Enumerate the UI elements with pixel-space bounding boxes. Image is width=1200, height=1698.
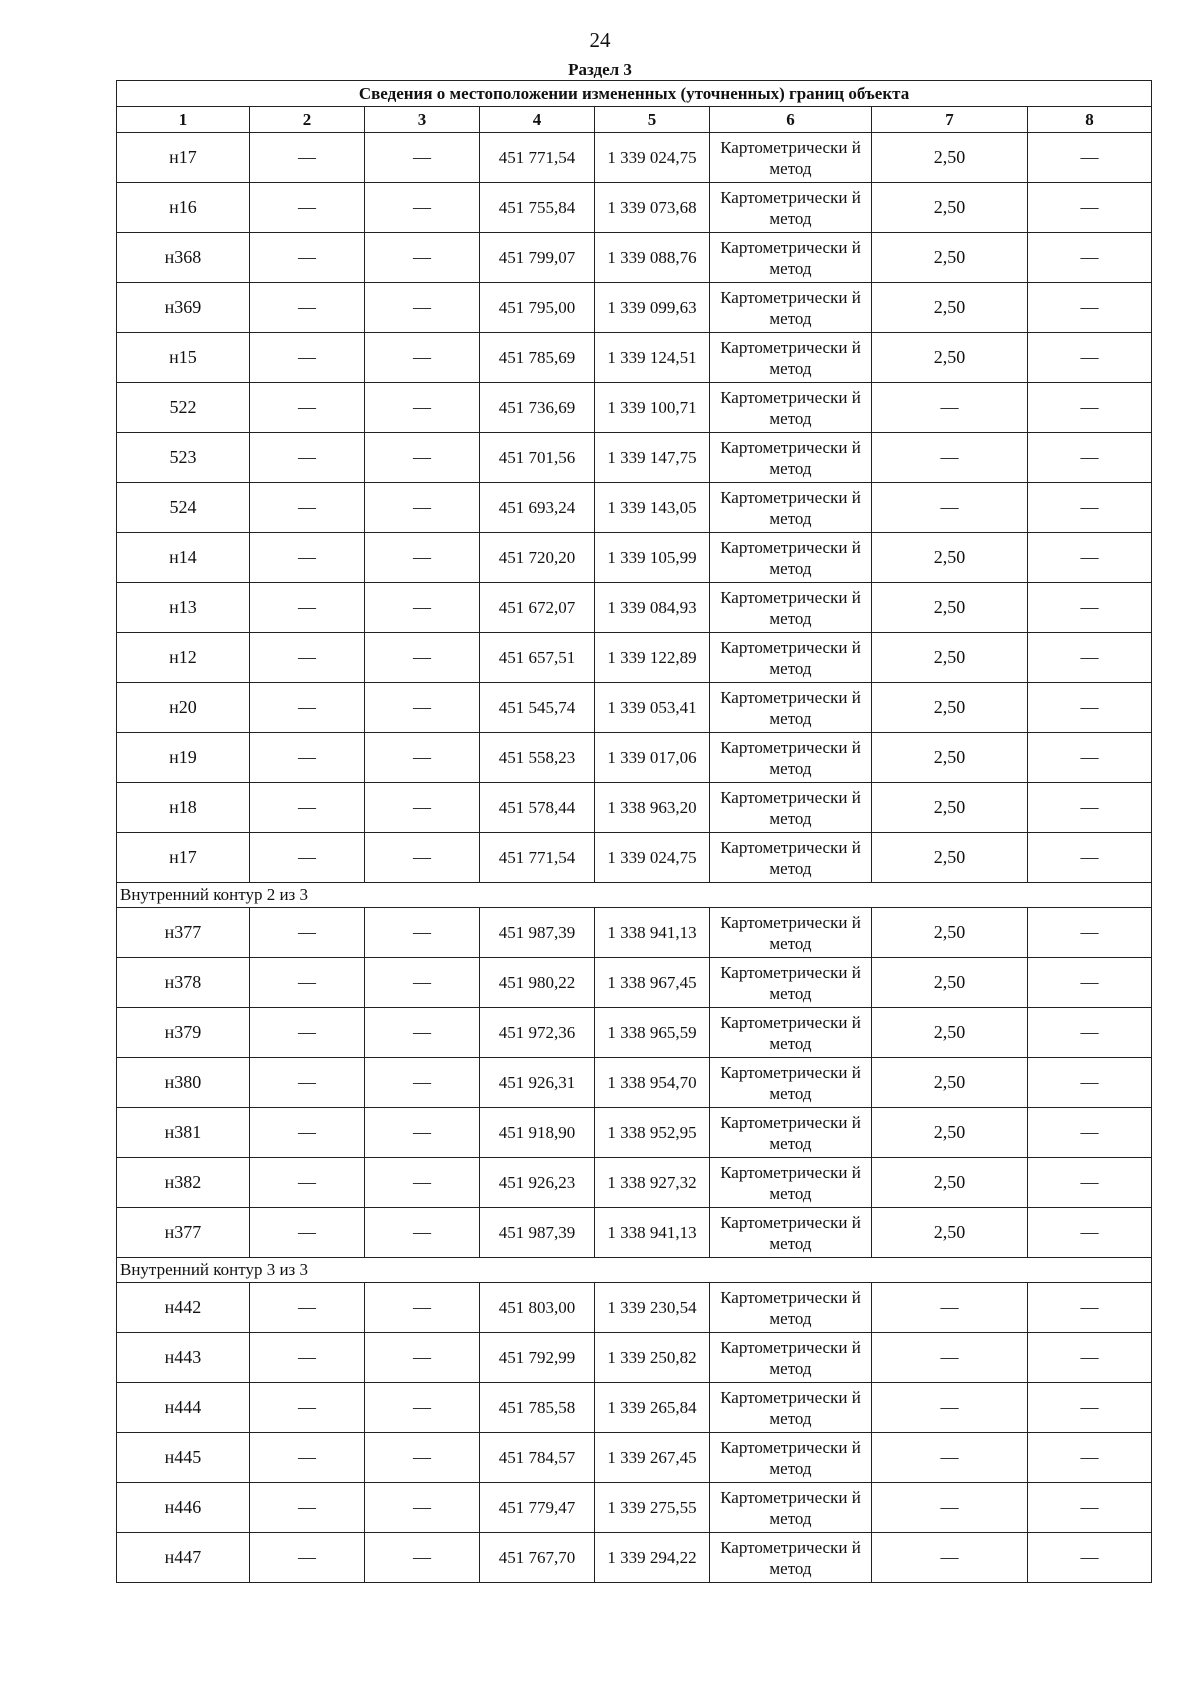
- accuracy-cell: —: [872, 1333, 1028, 1383]
- col3-cell: —: [365, 533, 480, 583]
- col8-cell: —: [1028, 733, 1152, 783]
- point-name-cell: 522: [117, 383, 250, 433]
- accuracy-cell: 2,50: [872, 1008, 1028, 1058]
- y-coordinate-cell: 1 338 941,13: [595, 908, 710, 958]
- point-name-cell: н369: [117, 283, 250, 333]
- accuracy-cell: 2,50: [872, 733, 1028, 783]
- table-row: [117, 1008, 1152, 1058]
- col3-cell: —: [365, 958, 480, 1008]
- method-cell: Картометрически й метод: [710, 833, 872, 883]
- method-cell: Картометрически й метод: [710, 283, 872, 333]
- col2-cell: —: [250, 433, 365, 483]
- col8-cell: —: [1028, 233, 1152, 283]
- table-body: [117, 133, 1152, 1583]
- table-row: [117, 283, 1152, 333]
- accuracy-cell: —: [872, 1433, 1028, 1483]
- col3-cell: —: [365, 1383, 480, 1433]
- table-row: [117, 1483, 1152, 1533]
- method-cell: Картометрически й метод: [710, 733, 872, 783]
- accuracy-cell: 2,50: [872, 583, 1028, 633]
- x-coordinate-cell: 451 918,90: [480, 1108, 595, 1158]
- col8-cell: —: [1028, 383, 1152, 433]
- point-name-cell: н381: [117, 1108, 250, 1158]
- x-coordinate-cell: 451 987,39: [480, 1208, 595, 1258]
- y-coordinate-cell: 1 339 100,71: [595, 383, 710, 433]
- method-cell: Картометрически й метод: [710, 583, 872, 633]
- point-name-cell: 524: [117, 483, 250, 533]
- accuracy-cell: —: [872, 433, 1028, 483]
- method-cell: Картометрически й метод: [710, 483, 872, 533]
- point-name-cell: н377: [117, 1208, 250, 1258]
- x-coordinate-cell: 451 784,57: [480, 1433, 595, 1483]
- x-coordinate-cell: 451 926,31: [480, 1058, 595, 1108]
- col2-cell: —: [250, 1008, 365, 1058]
- x-coordinate-cell: 451 693,24: [480, 483, 595, 533]
- col8-cell: —: [1028, 1008, 1152, 1058]
- column-header: 5: [595, 107, 710, 133]
- accuracy-cell: 2,50: [872, 283, 1028, 333]
- method-cell: Картометрически й метод: [710, 133, 872, 183]
- col2-cell: —: [250, 1058, 365, 1108]
- y-coordinate-cell: 1 339 053,41: [595, 683, 710, 733]
- col3-cell: —: [365, 683, 480, 733]
- table-row: [117, 133, 1152, 183]
- accuracy-cell: 2,50: [872, 683, 1028, 733]
- col8-cell: —: [1028, 683, 1152, 733]
- point-name-cell: н13: [117, 583, 250, 633]
- method-cell: Картометрически й метод: [710, 233, 872, 283]
- y-coordinate-cell: 1 339 124,51: [595, 333, 710, 383]
- col2-cell: —: [250, 733, 365, 783]
- accuracy-cell: 2,50: [872, 633, 1028, 683]
- point-name-cell: н446: [117, 1483, 250, 1533]
- method-cell: Картометрически й метод: [710, 333, 872, 383]
- accuracy-cell: —: [872, 1383, 1028, 1433]
- point-name-cell: н377: [117, 908, 250, 958]
- method-cell: Картометрически й метод: [710, 1108, 872, 1158]
- col8-cell: —: [1028, 1383, 1152, 1433]
- table-row: [117, 383, 1152, 433]
- col2-cell: —: [250, 1283, 365, 1333]
- col3-cell: —: [365, 633, 480, 683]
- col3-cell: —: [365, 283, 480, 333]
- col2-cell: —: [250, 1108, 365, 1158]
- col3-cell: —: [365, 233, 480, 283]
- col2-cell: —: [250, 133, 365, 183]
- method-cell: Картометрически й метод: [710, 1483, 872, 1533]
- page-number: 24: [589, 28, 611, 52]
- col2-cell: —: [250, 633, 365, 683]
- accuracy-cell: 2,50: [872, 1108, 1028, 1158]
- col3-cell: —: [365, 483, 480, 533]
- col3-cell: —: [365, 1158, 480, 1208]
- accuracy-cell: 2,50: [872, 783, 1028, 833]
- accuracy-cell: —: [872, 1283, 1028, 1333]
- col2-cell: —: [250, 333, 365, 383]
- y-coordinate-cell: 1 339 088,76: [595, 233, 710, 283]
- table-row: [117, 733, 1152, 783]
- point-name-cell: н15: [117, 333, 250, 383]
- method-cell: Картометрически й метод: [710, 1533, 872, 1583]
- x-coordinate-cell: 451 672,07: [480, 583, 595, 633]
- col8-cell: —: [1028, 908, 1152, 958]
- col2-cell: —: [250, 483, 365, 533]
- table-row: [117, 183, 1152, 233]
- y-coordinate-cell: 1 339 122,89: [595, 633, 710, 683]
- point-name-cell: н17: [117, 833, 250, 883]
- table-row: [117, 958, 1152, 1008]
- table-row: [117, 1108, 1152, 1158]
- accuracy-cell: 2,50: [872, 1208, 1028, 1258]
- column-header: 8: [1028, 107, 1152, 133]
- col2-cell: —: [250, 583, 365, 633]
- method-cell: Картометрически й метод: [710, 1333, 872, 1383]
- column-header: 4: [480, 107, 595, 133]
- col3-cell: —: [365, 433, 480, 483]
- point-name-cell: н368: [117, 233, 250, 283]
- table-row: [117, 533, 1152, 583]
- x-coordinate-cell: 451 803,00: [480, 1283, 595, 1333]
- col3-cell: —: [365, 1333, 480, 1383]
- table-row: [117, 1533, 1152, 1583]
- y-coordinate-cell: 1 339 267,45: [595, 1433, 710, 1483]
- accuracy-cell: —: [872, 483, 1028, 533]
- table-row: [117, 908, 1152, 958]
- col8-cell: —: [1028, 1483, 1152, 1533]
- col8-cell: —: [1028, 1158, 1152, 1208]
- method-cell: Картометрически й метод: [710, 1383, 872, 1433]
- point-name-cell: н379: [117, 1008, 250, 1058]
- x-coordinate-cell: 451 785,69: [480, 333, 595, 383]
- col8-cell: —: [1028, 1433, 1152, 1483]
- boundary-coordinates-table: [116, 80, 1152, 1583]
- y-coordinate-cell: 1 339 294,22: [595, 1533, 710, 1583]
- col2-cell: —: [250, 1333, 365, 1383]
- method-cell: Картометрически й метод: [710, 433, 872, 483]
- x-coordinate-cell: 451 799,07: [480, 233, 595, 283]
- x-coordinate-cell: 451 545,74: [480, 683, 595, 733]
- x-coordinate-cell: 451 779,47: [480, 1483, 595, 1533]
- col8-cell: —: [1028, 1333, 1152, 1383]
- x-coordinate-cell: 451 771,54: [480, 833, 595, 883]
- col8-cell: —: [1028, 833, 1152, 883]
- col8-cell: —: [1028, 1533, 1152, 1583]
- col3-cell: —: [365, 383, 480, 433]
- accuracy-cell: 2,50: [872, 233, 1028, 283]
- column-header: 6: [710, 107, 872, 133]
- x-coordinate-cell: 451 736,69: [480, 383, 595, 433]
- col2-cell: —: [250, 833, 365, 883]
- x-coordinate-cell: 451 657,51: [480, 633, 595, 683]
- point-name-cell: 523: [117, 433, 250, 483]
- point-name-cell: н445: [117, 1433, 250, 1483]
- y-coordinate-cell: 1 339 073,68: [595, 183, 710, 233]
- point-name-cell: н18: [117, 783, 250, 833]
- x-coordinate-cell: 451 792,99: [480, 1333, 595, 1383]
- accuracy-cell: 2,50: [872, 958, 1028, 1008]
- accuracy-cell: 2,50: [872, 133, 1028, 183]
- y-coordinate-cell: 1 339 275,55: [595, 1483, 710, 1533]
- col2-cell: —: [250, 1208, 365, 1258]
- y-coordinate-cell: 1 339 084,93: [595, 583, 710, 633]
- contour-label-row: [117, 1258, 1152, 1283]
- accuracy-cell: 2,50: [872, 908, 1028, 958]
- accuracy-cell: 2,50: [872, 183, 1028, 233]
- col8-cell: —: [1028, 483, 1152, 533]
- table-row: [117, 1158, 1152, 1208]
- point-name-cell: н380: [117, 1058, 250, 1108]
- col3-cell: —: [365, 1108, 480, 1158]
- method-cell: Картометрически й метод: [710, 1208, 872, 1258]
- column-header: 2: [250, 107, 365, 133]
- method-cell: Картометрически й метод: [710, 383, 872, 433]
- col8-cell: —: [1028, 958, 1152, 1008]
- col2-cell: —: [250, 1533, 365, 1583]
- col3-cell: —: [365, 833, 480, 883]
- point-name-cell: н442: [117, 1283, 250, 1333]
- contour-label: Внутренний контур 3 из 3: [117, 1258, 1152, 1283]
- y-coordinate-cell: 1 339 265,84: [595, 1383, 710, 1433]
- col2-cell: —: [250, 233, 365, 283]
- col3-cell: —: [365, 783, 480, 833]
- y-coordinate-cell: 1 339 024,75: [595, 133, 710, 183]
- col8-cell: —: [1028, 433, 1152, 483]
- column-header: 3: [365, 107, 480, 133]
- accuracy-cell: 2,50: [872, 833, 1028, 883]
- y-coordinate-cell: 1 339 024,75: [595, 833, 710, 883]
- col8-cell: —: [1028, 133, 1152, 183]
- method-cell: Картометрически й метод: [710, 1058, 872, 1108]
- x-coordinate-cell: 451 926,23: [480, 1158, 595, 1208]
- col2-cell: —: [250, 533, 365, 583]
- table-row: [117, 1333, 1152, 1383]
- col3-cell: —: [365, 1008, 480, 1058]
- section-title: Раздел 3: [568, 60, 632, 79]
- accuracy-cell: 2,50: [872, 1058, 1028, 1108]
- col3-cell: —: [365, 1533, 480, 1583]
- table-row: [117, 583, 1152, 633]
- col3-cell: —: [365, 1208, 480, 1258]
- col8-cell: —: [1028, 583, 1152, 633]
- y-coordinate-cell: 1 338 965,59: [595, 1008, 710, 1058]
- method-cell: Картометрически й метод: [710, 783, 872, 833]
- y-coordinate-cell: 1 339 017,06: [595, 733, 710, 783]
- y-coordinate-cell: 1 339 147,75: [595, 433, 710, 483]
- col2-cell: —: [250, 383, 365, 433]
- x-coordinate-cell: 451 785,58: [480, 1383, 595, 1433]
- method-cell: Картометрически й метод: [710, 1433, 872, 1483]
- table-caption: Сведения о местоположении измененных (уточненных) границ объекта: [117, 81, 1152, 107]
- table-row: [117, 1283, 1152, 1333]
- column-header: 7: [872, 107, 1028, 133]
- col2-cell: —: [250, 908, 365, 958]
- col2-cell: —: [250, 958, 365, 1008]
- table-row: [117, 1383, 1152, 1433]
- contour-label-row: [117, 883, 1152, 908]
- table-row: [117, 783, 1152, 833]
- y-coordinate-cell: 1 338 954,70: [595, 1058, 710, 1108]
- y-coordinate-cell: 1 338 952,95: [595, 1108, 710, 1158]
- x-coordinate-cell: 451 987,39: [480, 908, 595, 958]
- table-row: [117, 233, 1152, 283]
- method-cell: Картометрически й метод: [710, 533, 872, 583]
- col2-cell: —: [250, 1433, 365, 1483]
- y-coordinate-cell: 1 338 963,20: [595, 783, 710, 833]
- col8-cell: —: [1028, 183, 1152, 233]
- table-row: [117, 1058, 1152, 1108]
- table-row: [117, 483, 1152, 533]
- col2-cell: —: [250, 1483, 365, 1533]
- col3-cell: —: [365, 908, 480, 958]
- method-cell: Картометрически й метод: [710, 633, 872, 683]
- method-cell: Картометрически й метод: [710, 1158, 872, 1208]
- col8-cell: —: [1028, 783, 1152, 833]
- col3-cell: —: [365, 1058, 480, 1108]
- accuracy-cell: —: [872, 1533, 1028, 1583]
- x-coordinate-cell: 451 972,36: [480, 1008, 595, 1058]
- x-coordinate-cell: 451 767,70: [480, 1533, 595, 1583]
- accuracy-cell: 2,50: [872, 533, 1028, 583]
- x-coordinate-cell: 451 720,20: [480, 533, 595, 583]
- x-coordinate-cell: 451 980,22: [480, 958, 595, 1008]
- y-coordinate-cell: 1 339 230,54: [595, 1283, 710, 1333]
- y-coordinate-cell: 1 338 941,13: [595, 1208, 710, 1258]
- point-name-cell: н447: [117, 1533, 250, 1583]
- accuracy-cell: —: [872, 383, 1028, 433]
- contour-label: Внутренний контур 2 из 3: [117, 883, 1152, 908]
- col2-cell: —: [250, 283, 365, 333]
- col2-cell: —: [250, 683, 365, 733]
- col8-cell: —: [1028, 1208, 1152, 1258]
- table-row: [117, 1433, 1152, 1483]
- point-name-cell: н12: [117, 633, 250, 683]
- point-name-cell: н382: [117, 1158, 250, 1208]
- method-cell: Картометрически й метод: [710, 958, 872, 1008]
- col2-cell: —: [250, 183, 365, 233]
- point-name-cell: н16: [117, 183, 250, 233]
- point-name-cell: н443: [117, 1333, 250, 1383]
- col3-cell: —: [365, 1433, 480, 1483]
- col3-cell: —: [365, 183, 480, 233]
- point-name-cell: н378: [117, 958, 250, 1008]
- point-name-cell: н17: [117, 133, 250, 183]
- x-coordinate-cell: 451 558,23: [480, 733, 595, 783]
- table-row: [117, 1208, 1152, 1258]
- col8-cell: —: [1028, 1108, 1152, 1158]
- col8-cell: —: [1028, 333, 1152, 383]
- x-coordinate-cell: 451 771,54: [480, 133, 595, 183]
- method-cell: Картометрически й метод: [710, 908, 872, 958]
- x-coordinate-cell: 451 701,56: [480, 433, 595, 483]
- accuracy-cell: 2,50: [872, 333, 1028, 383]
- col3-cell: —: [365, 333, 480, 383]
- col8-cell: —: [1028, 533, 1152, 583]
- col8-cell: —: [1028, 1058, 1152, 1108]
- table-row: [117, 633, 1152, 683]
- table-row: [117, 683, 1152, 733]
- x-coordinate-cell: 451 578,44: [480, 783, 595, 833]
- col3-cell: —: [365, 1283, 480, 1333]
- method-cell: Картометрически й метод: [710, 683, 872, 733]
- table-row: [117, 833, 1152, 883]
- col3-cell: —: [365, 733, 480, 783]
- method-cell: Картометрически й метод: [710, 1008, 872, 1058]
- col8-cell: —: [1028, 283, 1152, 333]
- accuracy-cell: 2,50: [872, 1158, 1028, 1208]
- table-row: [117, 333, 1152, 383]
- y-coordinate-cell: 1 338 927,32: [595, 1158, 710, 1208]
- method-cell: Картометрически й метод: [710, 1283, 872, 1333]
- col3-cell: —: [365, 133, 480, 183]
- x-coordinate-cell: 451 795,00: [480, 283, 595, 333]
- method-cell: Картометрически й метод: [710, 183, 872, 233]
- column-header: 1: [117, 107, 250, 133]
- col2-cell: —: [250, 1158, 365, 1208]
- point-name-cell: н14: [117, 533, 250, 583]
- col2-cell: —: [250, 1383, 365, 1433]
- col2-cell: —: [250, 783, 365, 833]
- y-coordinate-cell: 1 339 143,05: [595, 483, 710, 533]
- point-name-cell: н20: [117, 683, 250, 733]
- col8-cell: —: [1028, 633, 1152, 683]
- y-coordinate-cell: 1 339 105,99: [595, 533, 710, 583]
- col8-cell: —: [1028, 1283, 1152, 1333]
- col3-cell: —: [365, 583, 480, 633]
- x-coordinate-cell: 451 755,84: [480, 183, 595, 233]
- y-coordinate-cell: 1 339 250,82: [595, 1333, 710, 1383]
- y-coordinate-cell: 1 338 967,45: [595, 958, 710, 1008]
- col3-cell: —: [365, 1483, 480, 1533]
- table-row: [117, 433, 1152, 483]
- point-name-cell: н444: [117, 1383, 250, 1433]
- point-name-cell: н19: [117, 733, 250, 783]
- accuracy-cell: —: [872, 1483, 1028, 1533]
- y-coordinate-cell: 1 339 099,63: [595, 283, 710, 333]
